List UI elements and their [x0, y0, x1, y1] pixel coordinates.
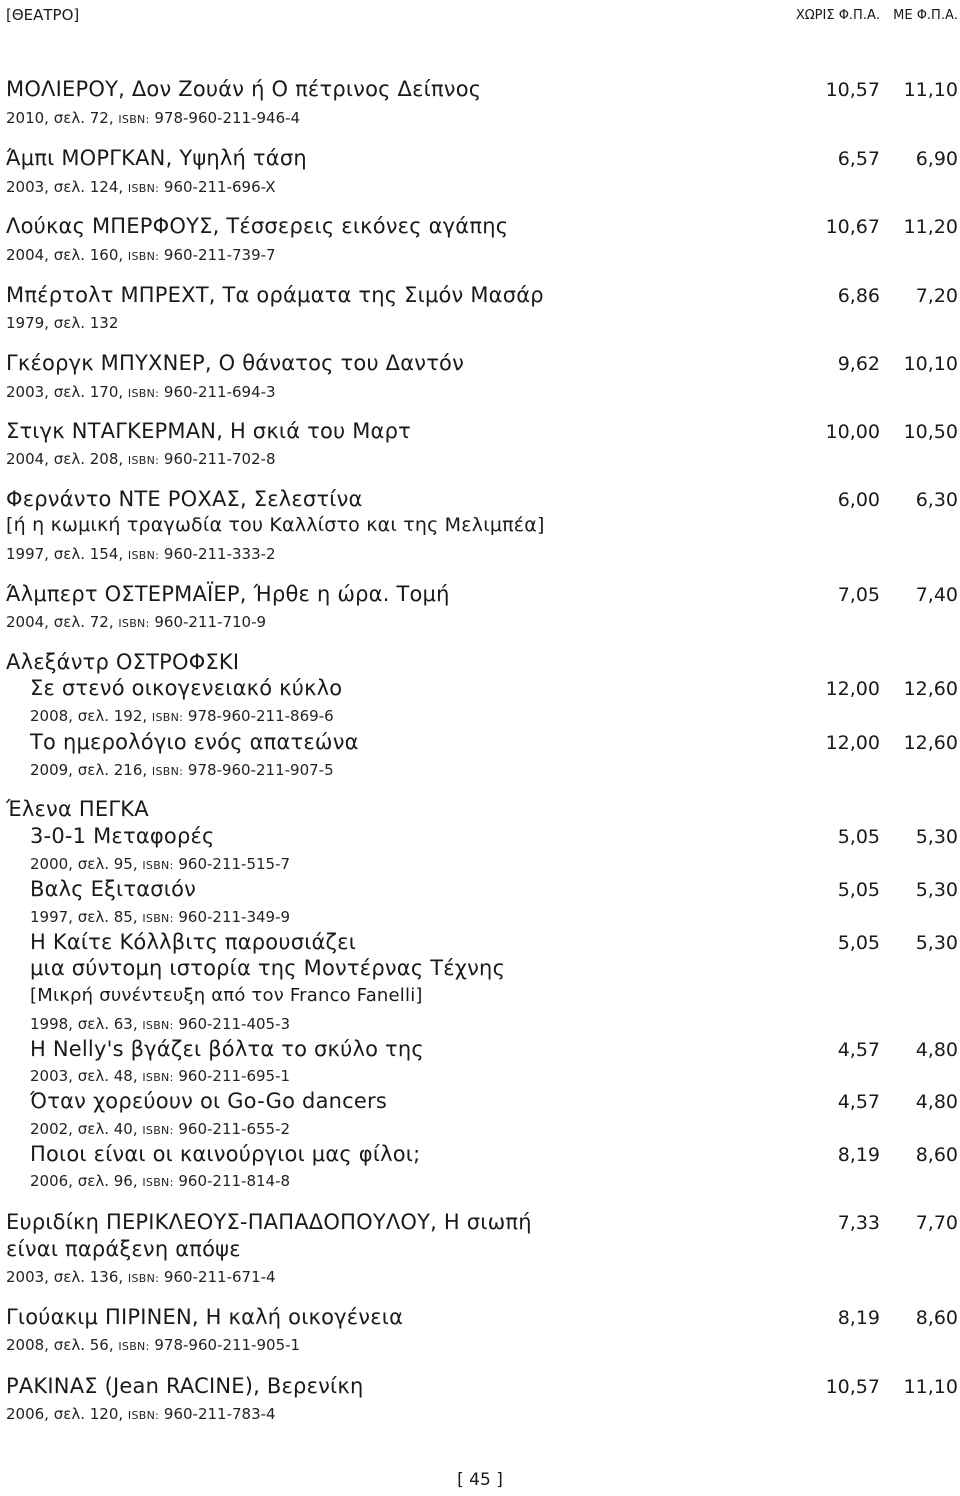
- pub-info: 2003, σελ. 170,: [6, 383, 124, 401]
- isbn: 960-211-739-7: [163, 246, 276, 264]
- isbn-tag: ISBN:: [142, 1019, 174, 1032]
- entry-title: Βαλς Εξιτασιόν: [30, 877, 197, 901]
- isbn: 978-960-211-946-4: [154, 109, 301, 127]
- price-without-vat: 7,33: [837, 1212, 880, 1234]
- isbn: 960-211-515-7: [178, 855, 291, 873]
- pub-info: 1997, σελ. 85,: [30, 908, 138, 926]
- price-with-vat: 7,40: [915, 584, 958, 606]
- entry-details: [6, 383, 276, 401]
- entry-title: Όταν χορεύουν οι Go-Go dancers: [30, 1089, 388, 1113]
- entry-subtitle: είναι παράξενη απόψε: [6, 1237, 241, 1261]
- entry-title: Σε στενό οικογενειακό κύκλο: [30, 676, 343, 700]
- pub-info: 2008, σελ. 192,: [30, 707, 148, 725]
- price-without-vat: 4,57: [837, 1039, 880, 1061]
- isbn-tag: ISBN:: [142, 859, 174, 872]
- isbn-tag: ISBN:: [118, 1340, 150, 1353]
- price-with-vat: 11,20: [903, 216, 958, 238]
- entry-details: [6, 1336, 300, 1354]
- isbn-tag: ISBN:: [118, 617, 150, 630]
- isbn-tag: ISBN:: [127, 387, 160, 400]
- entry-details: [30, 1120, 290, 1138]
- column-header-with-vat: ΜΕ Φ.Π.Α.: [893, 8, 958, 23]
- entry-details: [30, 1067, 290, 1085]
- entry-details: [30, 1172, 290, 1190]
- entry-details: [6, 1405, 276, 1423]
- price-without-vat: 5,05: [837, 879, 880, 901]
- price-with-vat: 11,10: [903, 1376, 958, 1398]
- entry-note: [Μικρή συνέντευξη από τον Franco Fanelli]: [30, 985, 423, 1006]
- entry-details: [30, 855, 290, 873]
- pub-info: 2006, σελ. 120,: [6, 1405, 124, 1423]
- entry-details: [30, 707, 334, 725]
- entry-title: Άλμπερτ ΟΣΤΕΡΜΑΪΕΡ, Ήρθε η ώρα. Τομή: [6, 582, 450, 606]
- price-without-vat: 6,00: [837, 489, 880, 511]
- price-with-vat: 10,50: [903, 421, 958, 443]
- pub-info: 1998, σελ. 63,: [30, 1015, 138, 1033]
- price-with-vat: 7,20: [915, 285, 958, 307]
- entry-title: Ποιοι είναι οι καινούργιοι μας φίλοι;: [30, 1142, 421, 1166]
- pub-info: 2004, σελ. 72,: [6, 613, 114, 631]
- isbn: 960-211-710-9: [154, 613, 267, 631]
- isbn-tag: ISBN:: [151, 765, 184, 778]
- price-without-vat: 7,05: [837, 584, 880, 606]
- entry-details: [6, 1268, 276, 1286]
- isbn: 960-211-655-2: [178, 1120, 291, 1138]
- entry-details: [6, 109, 300, 127]
- price-without-vat: 4,57: [837, 1091, 880, 1113]
- isbn: 978-960-211-907-5: [187, 761, 334, 779]
- entry-details: [30, 761, 334, 779]
- price-without-vat: 5,05: [837, 826, 880, 848]
- price-without-vat: 12,00: [825, 732, 880, 754]
- price-with-vat: 8,60: [915, 1307, 958, 1329]
- entry-title: Μπέρτολτ ΜΠΡΕΧΤ, Τα οράματα της Σιμόν Μασάρ: [6, 283, 544, 307]
- price-without-vat: 6,86: [837, 285, 880, 307]
- price-without-vat: 8,19: [837, 1307, 880, 1329]
- author-name: Αλεξάντρ ΟΣΤΡΟΦΣΚΙ: [6, 650, 240, 674]
- price-with-vat: 12,60: [903, 678, 958, 700]
- isbn-tag: ISBN:: [127, 1409, 160, 1422]
- isbn: 960-211-814-8: [178, 1172, 291, 1190]
- entry-title: Το ημερολόγιο ενός απατεώνα: [30, 730, 359, 754]
- entry-subtitle: μια σύντομη ιστορία της Μοντέρνας Τέχνης: [30, 956, 506, 980]
- pub-info: 1997, σελ. 154,: [6, 545, 124, 563]
- price-without-vat: 10,67: [825, 216, 880, 238]
- isbn: 978-960-211-905-1: [154, 1336, 301, 1354]
- author-name: Έλενα ΠΕΓΚΑ: [6, 797, 149, 821]
- entry-details: [6, 613, 266, 631]
- entry-details: [6, 450, 276, 468]
- price-without-vat: 8,19: [837, 1144, 880, 1166]
- price-with-vat: 5,30: [915, 932, 958, 954]
- isbn: 960-211-702-8: [163, 450, 276, 468]
- entry-details: [6, 178, 276, 196]
- isbn-tag: ISBN:: [142, 912, 174, 925]
- price-with-vat: 4,80: [915, 1091, 958, 1113]
- isbn-tag: ISBN:: [127, 250, 160, 263]
- price-without-vat: 10,57: [825, 1376, 880, 1398]
- entry-details: [6, 545, 276, 563]
- pub-info: 2003, σελ. 124,: [6, 178, 124, 196]
- pub-info: 2006, σελ. 96,: [30, 1172, 138, 1190]
- price-without-vat: 6,57: [837, 148, 880, 170]
- price-with-vat: 10,10: [903, 353, 958, 375]
- isbn-tag: ISBN:: [127, 549, 160, 562]
- price-without-vat: 10,00: [825, 421, 880, 443]
- price-with-vat: 6,30: [915, 489, 958, 511]
- entry-details: [6, 246, 276, 264]
- price-with-vat: 6,90: [915, 148, 958, 170]
- entry-title: Ευριδίκη ΠΕΡΙΚΛΕΟΥΣ-ΠΑΠΑΔΟΠΟΥΛΟΥ, Η σιωπή: [6, 1210, 532, 1234]
- price-without-vat: 9,62: [837, 353, 880, 375]
- isbn-tag: ISBN:: [118, 113, 150, 126]
- pub-info: 2004, σελ. 208,: [6, 450, 124, 468]
- section-label: [ΘΕΑΤΡΟ]: [6, 6, 80, 24]
- pub-info: 2008, σελ. 56,: [6, 1336, 114, 1354]
- isbn: 960-211-695-1: [178, 1067, 291, 1085]
- entry-details: [30, 908, 290, 926]
- entry-title: Λούκας ΜΠΕΡΦΟΥΣ, Τέσσερεις εικόνες αγάπης: [6, 214, 509, 238]
- price-with-vat: 7,70: [915, 1212, 958, 1234]
- entry-title: Φερνάντο ΝΤΕ ΡΟΧΑΣ, Σελεστίνα: [6, 487, 363, 511]
- pub-info: 2010, σελ. 72,: [6, 109, 114, 127]
- price-with-vat: 11,10: [903, 79, 958, 101]
- isbn: 960-211-696-X: [163, 178, 276, 196]
- entry-title: Στιγκ ΝΤΑΓΚΕΡΜΑΝ, Η σκιά του Μαρτ: [6, 419, 411, 443]
- isbn: 960-211-349-9: [178, 908, 291, 926]
- pub-info: 2009, σελ. 216,: [30, 761, 148, 779]
- pub-info: 2000, σελ. 95,: [30, 855, 138, 873]
- isbn: 960-211-783-4: [163, 1405, 276, 1423]
- page-number: [ 45 ]: [457, 1470, 503, 1490]
- isbn-tag: ISBN:: [127, 182, 160, 195]
- isbn-tag: ISBN:: [142, 1176, 174, 1189]
- price-with-vat: 8,60: [915, 1144, 958, 1166]
- entry-title: Γκέοργκ ΜΠΥΧΝΕΡ, Ο θάνατος του Δαντόν: [6, 351, 465, 375]
- entry-title: Γιούακιμ ΠΙΡΙΝΕΝ, Η καλή οικογένεια: [6, 1305, 404, 1329]
- price-with-vat: 4,80: [915, 1039, 958, 1061]
- isbn: 960-211-671-4: [163, 1268, 276, 1286]
- pub-info: 2002, σελ. 40,: [30, 1120, 138, 1138]
- entry-title: Άμπι ΜΟΡΓΚΑΝ, Υψηλή τάση: [6, 146, 307, 170]
- entry-title: Η Nelly's βγάζει βόλτα το σκύλο της: [30, 1037, 424, 1061]
- price-with-vat: 5,30: [915, 826, 958, 848]
- isbn: 978-960-211-869-6: [187, 707, 334, 725]
- price-with-vat: 5,30: [915, 879, 958, 901]
- entry-title: 3-0-1 Μεταφορές: [30, 824, 215, 848]
- isbn-tag: ISBN:: [142, 1071, 174, 1084]
- price-with-vat: 12,60: [903, 732, 958, 754]
- price-without-vat: 10,57: [825, 79, 880, 101]
- isbn: 960-211-694-3: [163, 383, 276, 401]
- isbn-tag: ISBN:: [142, 1124, 174, 1137]
- entry-title: ΡΑΚΙΝΑΣ (Jean RACINE), Βερενίκη: [6, 1374, 364, 1398]
- pub-info: 2004, σελ. 160,: [6, 246, 124, 264]
- isbn-tag: ISBN:: [127, 1272, 160, 1285]
- pub-info: 2003, σελ. 48,: [30, 1067, 138, 1085]
- isbn-tag: ISBN:: [127, 454, 160, 467]
- isbn: 960-211-333-2: [163, 545, 276, 563]
- entry-subtitle: [ή η κωμική τραγωδία του Καλλίστο και της Μελιμπέα]: [6, 514, 545, 536]
- column-header-without-vat: ΧΩΡΙΣ Φ.Π.Α.: [795, 8, 880, 23]
- entry-title: Η Καίτε Κόλλβιτς παρουσιάζει: [30, 930, 357, 954]
- entry-title: ΜΟΛΙΕΡΟΥ, Δον Ζουάν ή Ο πέτρινος Δείπνος: [6, 77, 482, 101]
- pub-info: 1979, σελ. 132: [6, 314, 119, 332]
- pub-info: 2003, σελ. 136,: [6, 1268, 124, 1286]
- isbn-tag: ISBN:: [151, 711, 184, 724]
- entry-details: [6, 314, 118, 332]
- price-without-vat: 5,05: [837, 932, 880, 954]
- entry-details: [30, 1015, 290, 1033]
- isbn: 960-211-405-3: [178, 1015, 291, 1033]
- price-without-vat: 12,00: [825, 678, 880, 700]
